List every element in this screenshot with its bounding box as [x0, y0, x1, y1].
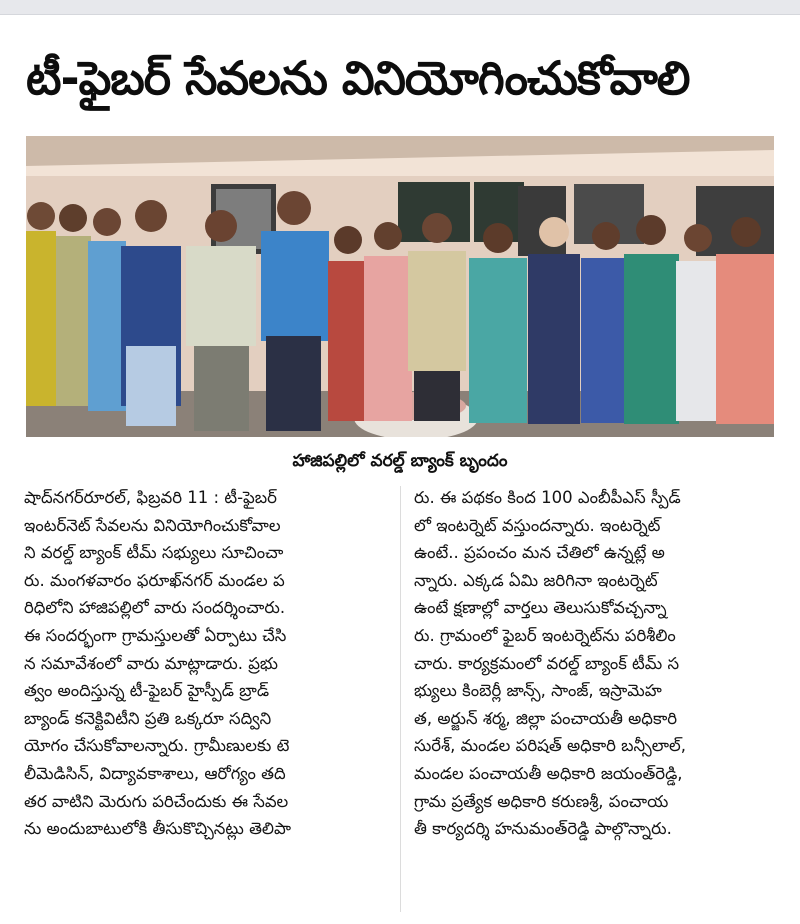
body-line: త, అర్జున్ శర్మ, జిల్లా పంచాయతీ అధికారి	[414, 708, 678, 728]
body-line: లీమెడిసిన్, విద్యావకాశాలు, ఆరోగ్యం తది	[24, 763, 286, 783]
body-line: లో ఇంటర్నెట్ వస్తుందన్నారు. ఇంటర్నెట్	[414, 515, 661, 535]
article-body-left-column	[24, 484, 394, 914]
body-line: రు. గ్రామంలో ఫైబర్ ఇంటర్నెట్‌ను పరిశీలిం	[414, 625, 676, 645]
body-line: త్వం అందిస్తున్న టీ-ఫైబర్ హైస్పీడ్ బ్రాడ్	[24, 681, 270, 701]
body-line: తీ కార్యదర్శి హనుమంత్‌రెడ్డి పాల్గొన్నారు.	[414, 819, 672, 839]
body-line: న సమావేశంలో వారు మాట్లాడారు. ప్రభు	[24, 653, 279, 673]
body-line: ఈ సందర్భంగా గ్రామస్తులతో ఏర్పాటు చేసి	[24, 625, 287, 645]
body-line: సురేశ్, మండల పరిషత్ అధికారి బన్సీలాల్,	[414, 736, 686, 756]
photo-caption: హాజిపల్లిలో వరల్డ్ బ్యాంక్ బృందం	[292, 451, 508, 471]
body-line: ని వరల్డ్ బ్యాంక్ టీమ్ సభ్యులు సూచించా	[24, 543, 284, 563]
body-line: ఇంటర్‌నెట్ సేవలను వినియోగించుకోవాల	[24, 515, 281, 535]
body-line: షాద్‌నగర్‌రూరల్, ఫిబ్రవరి 11 : టీ-ఫైబర్	[24, 488, 277, 507]
article-body-right-column	[414, 484, 784, 914]
body-line: రు. ఈ పథకం కింద 100 ఎంబీపీఎస్ స్పీడ్	[414, 488, 681, 507]
body-line: ఉంటే.. ప్రపంచం మన చేతిలో ఉన్నట్లే అ	[414, 543, 665, 563]
body-line: చారు. కార్యక్రమంలో వరల్డ్ బ్యాంక్ టీమ్ స	[414, 653, 680, 673]
column-divider	[400, 486, 401, 912]
body-line: గ్రామ ప్రత్యేక అధికారి కరుణశ్రీ, పంచాయ	[414, 791, 669, 811]
body-line: ను అందుబాటులోకి తీసుకొచ్చినట్లు తెలిపా	[24, 819, 292, 839]
body-line: రిధిలోని హాజిపల్లిలో వారు సందర్శించారు.	[24, 598, 286, 618]
body-line: ఉంటే క్షణాల్లో వార్తలు తెలుసుకోవచ్చన్నా	[414, 598, 667, 618]
article-headline: టీ-ఫైబర్ సేవలను వినియోగించుకోవాలి	[26, 51, 690, 105]
body-line: యోగం చేసుకోవాలన్నారు. గ్రామీణులకు టె	[24, 736, 290, 756]
body-line: తర వాటిని మెరుగు పరిచేందుకు ఈ సేవల	[24, 791, 289, 811]
body-line: రు. మంగళవారం ఫరూఖ్‌నగర్ మండల ప	[24, 570, 285, 590]
body-line: భ్యులు కింబెర్లీ జాన్స్, సాంజ్, ఇస్రామెహ	[414, 681, 662, 701]
body-line: బ్యాండ్ కనెక్టివిటీని ప్రతి ఒక్కరూ సద్విని	[24, 708, 272, 728]
body-line: న్నారు. ఎక్కడ ఏమి జరిగినా ఇంటర్నెట్	[414, 570, 658, 590]
body-line: మండల పంచాయతీ అధికారి జయంత్‌రెడ్డి,	[414, 763, 683, 783]
page-top-strip	[0, 0, 800, 15]
article-photo	[26, 136, 774, 437]
